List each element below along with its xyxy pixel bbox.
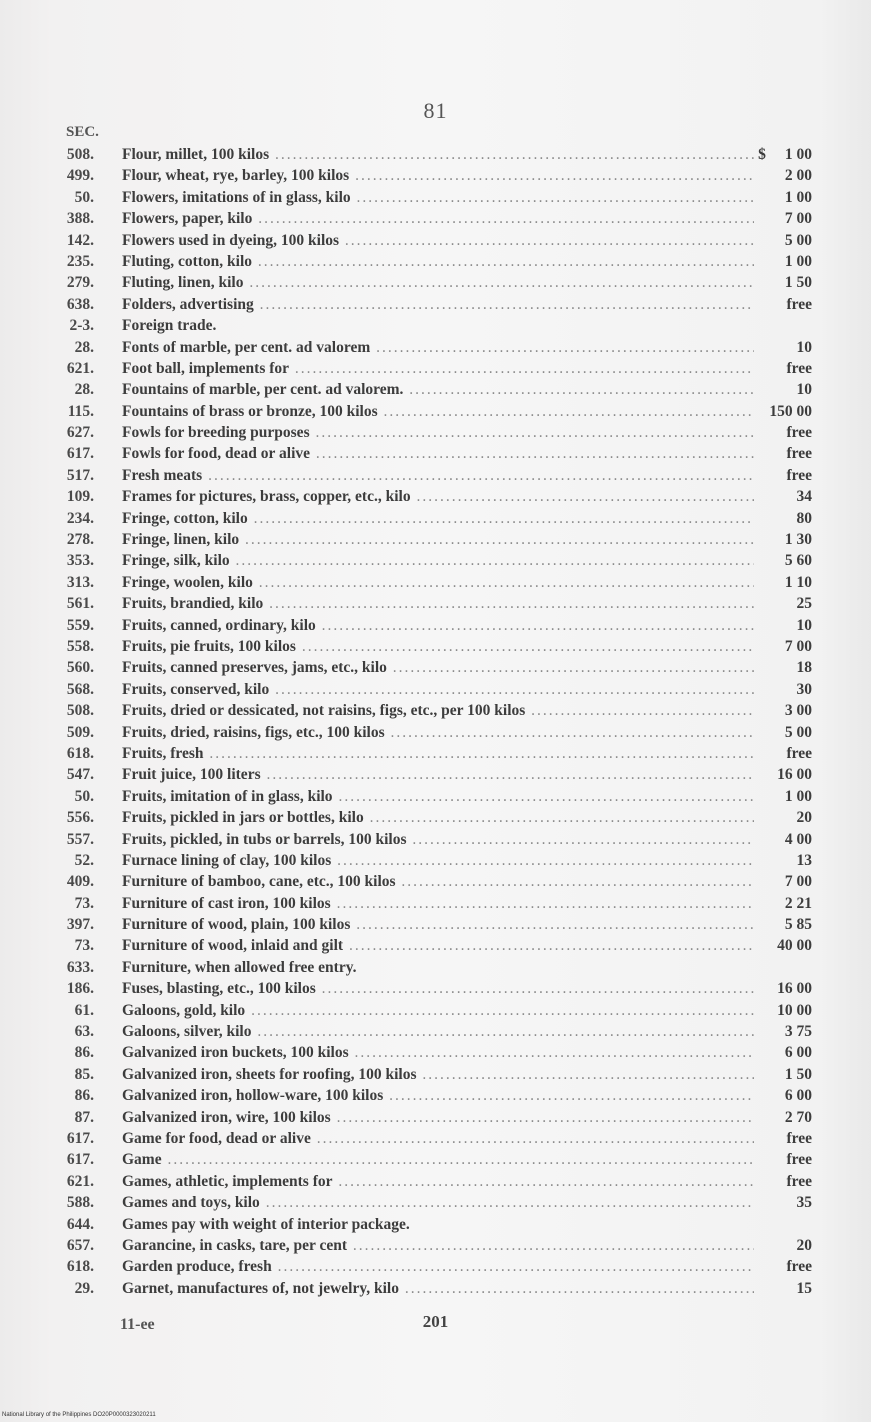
item-description: Fruits, canned preserves, jams, etc., kilo ..... xyxy=(122,657,754,678)
tariff-entry-row xyxy=(50,1000,820,1021)
section-number: 61. xyxy=(74,1001,94,1019)
duty-rate: 7 00 xyxy=(784,210,812,228)
section-number: 28. xyxy=(74,381,94,399)
section-number: 278. xyxy=(66,531,94,549)
duty-rate: free xyxy=(786,359,812,377)
tariff-entry-row xyxy=(50,957,820,978)
item-description: Fruit juice, 100 liters ..... xyxy=(122,764,754,785)
tariff-entry-row xyxy=(50,657,820,678)
duty-rate: 18 xyxy=(796,659,812,677)
section-number: 644. xyxy=(66,1215,94,1233)
duty-rate: 6 00 xyxy=(784,1087,812,1105)
tariff-entry-row xyxy=(50,978,820,999)
tariff-entry-row xyxy=(50,337,820,358)
duty-rate: free xyxy=(786,1151,812,1169)
tariff-entry-row xyxy=(50,850,820,871)
item-description: Fresh meats ..... xyxy=(122,465,754,486)
tariff-entry-row xyxy=(50,1149,820,1170)
tariff-entry-row xyxy=(50,529,820,550)
section-number: 588. xyxy=(66,1194,94,1212)
duty-rate: 1 10 xyxy=(784,573,812,591)
section-number: 568. xyxy=(66,680,94,698)
item-description: Galvanized iron, sheets for roofing, 100 kilos ..... xyxy=(122,1064,754,1085)
item-description: Fruits, pie fruits, 100 kilos ..... xyxy=(122,636,754,657)
tariff-entry-row xyxy=(50,379,820,400)
section-number: 28. xyxy=(74,338,94,356)
item-description: Flour, wheat, rye, barley, 100 kilos ..... xyxy=(122,165,754,186)
tariff-entry-row xyxy=(50,1171,820,1192)
tariff-entry-row xyxy=(50,829,820,850)
section-number: 547. xyxy=(66,766,94,784)
item-description: Fruits, imitation of in glass, kilo ..... xyxy=(122,786,754,807)
item-description: Flour, millet, 100 kilos ..... xyxy=(122,144,754,165)
item-description: Frames for pictures, brass, copper, etc., kilo ..... xyxy=(122,486,754,507)
tariff-entry-row xyxy=(50,1128,820,1149)
duty-rate: 5 85 xyxy=(784,916,812,934)
section-number: 397. xyxy=(66,916,94,934)
section-number: 109. xyxy=(66,488,94,506)
tariff-entry-row xyxy=(50,251,820,272)
tariff-entry-row xyxy=(50,230,820,251)
tariff-entry-row xyxy=(50,1214,820,1235)
duty-rate: 3 75 xyxy=(784,1023,812,1041)
section-number: 633. xyxy=(66,958,94,976)
tariff-entry-row xyxy=(50,914,820,935)
tariff-entry-row xyxy=(50,443,820,464)
tariff-entry-row xyxy=(50,187,820,208)
tariff-entry-row xyxy=(50,1021,820,1042)
section-number: 638. xyxy=(66,295,94,313)
item-description: Furnace lining of clay, 100 kilos ..... xyxy=(122,850,754,871)
item-description: Garancine, in casks, tare, per cent ..... xyxy=(122,1235,754,1256)
item-description: Fruits, pickled, in tubs or barrels, 100 kilos ..... xyxy=(122,829,754,850)
tariff-entry-row xyxy=(50,786,820,807)
tariff-entry-row xyxy=(50,1085,820,1106)
tariff-entry-row xyxy=(50,1278,820,1299)
tariff-entry-row xyxy=(50,465,820,486)
duty-rate: free xyxy=(786,445,812,463)
section-number: 86. xyxy=(74,1087,94,1105)
section-number: 87. xyxy=(74,1108,94,1126)
section-number: 73. xyxy=(74,894,94,912)
duty-rate: 35 xyxy=(796,1194,812,1212)
duty-rate: 1 00 xyxy=(784,188,812,206)
section-number: 73. xyxy=(74,937,94,955)
section-number: 657. xyxy=(66,1236,94,1254)
item-description: Garnet, manufactures of, not jewelry, kilo ..... xyxy=(122,1278,754,1299)
item-description: Game ..... xyxy=(122,1149,754,1170)
duty-rate: free xyxy=(786,1129,812,1147)
item-description: Galoons, silver, kilo ..... xyxy=(122,1021,754,1042)
tariff-entry-row xyxy=(50,486,820,507)
item-description: Garden produce, fresh ..... xyxy=(122,1256,754,1277)
section-number: 617. xyxy=(66,445,94,463)
item-description: Games, athletic, implements for ..... xyxy=(122,1171,754,1192)
duty-rate: 5 00 xyxy=(784,231,812,249)
tariff-entry-row xyxy=(50,871,820,892)
section-number: 559. xyxy=(66,616,94,634)
dollar-sign: $ xyxy=(758,146,766,163)
tariff-entry-row xyxy=(50,1107,820,1128)
tariff-entry-row xyxy=(50,315,820,336)
duty-rate: 1 00 xyxy=(784,252,812,270)
item-description: Galvanized iron buckets, 100 kilos ..... xyxy=(122,1042,754,1063)
item-description: Foreign trade. xyxy=(122,317,217,335)
item-description: Games pay with weight of interior package. xyxy=(122,1215,410,1233)
item-description: Fruits, dried, raisins, figs, etc., 100 kilos ..... xyxy=(122,722,754,743)
tariff-entry-row xyxy=(50,1256,820,1277)
item-description: Fringe, woolen, kilo ..... xyxy=(122,572,754,593)
section-number: 558. xyxy=(66,637,94,655)
tariff-entry-row xyxy=(50,1064,820,1085)
duty-rate: 34 xyxy=(796,488,812,506)
item-description: Fringe, cotton, kilo ..... xyxy=(122,508,754,529)
section-number: 29. xyxy=(74,1279,94,1297)
duty-rate: free xyxy=(786,1258,812,1276)
section-number: 561. xyxy=(66,595,94,613)
tariff-entry-row xyxy=(50,1235,820,1256)
duty-rate: 2 21 xyxy=(784,894,812,912)
tariff-entry-row xyxy=(50,807,820,828)
section-number: 186. xyxy=(66,980,94,998)
section-number: 499. xyxy=(66,167,94,185)
section-number: 617. xyxy=(66,1129,94,1147)
item-description: Foot ball, implements for ..... xyxy=(122,358,754,379)
tariff-entry-row xyxy=(50,722,820,743)
item-description: Furniture, when allowed free entry. xyxy=(122,958,357,976)
tariff-entry-row xyxy=(50,636,820,657)
tariff-entry-row xyxy=(50,572,820,593)
duty-rate: 5 00 xyxy=(784,723,812,741)
item-description: Fruits, pickled in jars or bottles, kilo ..... xyxy=(122,807,754,828)
duty-rate: free xyxy=(786,295,812,313)
section-number: 50. xyxy=(74,787,94,805)
item-description: Folders, advertising ..... xyxy=(122,294,754,315)
duty-rate: 10 xyxy=(796,381,812,399)
item-description: Fruits, fresh ..... xyxy=(122,743,754,764)
tariff-entry-row xyxy=(50,550,820,571)
tariff-entry-row xyxy=(50,743,820,764)
duty-rate: 4 00 xyxy=(784,830,812,848)
item-description: Furniture of wood, inlaid and gilt ..... xyxy=(122,935,754,956)
section-number: 63. xyxy=(74,1023,94,1041)
duty-rate: 1 00 xyxy=(784,787,812,805)
tariff-entry-row xyxy=(50,401,820,422)
section-number: 621. xyxy=(66,359,94,377)
section-number: 52. xyxy=(74,851,94,869)
section-number: 85. xyxy=(74,1065,94,1083)
section-number: 556. xyxy=(66,809,94,827)
item-description: Galvanized iron, wire, 100 kilos ..... xyxy=(122,1107,754,1128)
section-number: 142. xyxy=(66,231,94,249)
item-description: Fluting, cotton, kilo ..... xyxy=(122,251,754,272)
duty-rate: 1 00 xyxy=(784,146,812,163)
item-description: Fluting, linen, kilo ..... xyxy=(122,272,754,293)
tariff-entry-row xyxy=(50,615,820,636)
item-description: Fountains of marble, per cent. ad valorem. ..... xyxy=(122,379,754,400)
tariff-entry-row xyxy=(50,208,820,229)
duty-rate: 2 70 xyxy=(784,1108,812,1126)
section-number: 508. xyxy=(66,702,94,720)
duty-rate: 80 xyxy=(796,509,812,527)
duty-rate: 16 00 xyxy=(777,980,812,998)
duty-rate: 3 00 xyxy=(784,702,812,720)
tariff-entry-row xyxy=(50,593,820,614)
duty-rate: 16 00 xyxy=(777,766,812,784)
item-description: Fountains of brass or bronze, 100 kilos ..... xyxy=(122,401,754,422)
section-number: 618. xyxy=(66,1258,94,1276)
section-number: 517. xyxy=(66,466,94,484)
section-number: 86. xyxy=(74,1044,94,1062)
section-number: 508. xyxy=(66,146,94,163)
item-description: Flowers, imitations of in glass, kilo ..... xyxy=(122,187,754,208)
duty-rate: 7 00 xyxy=(784,873,812,891)
item-description: Fowls for breeding purposes ..... xyxy=(122,422,754,443)
item-description: Game for food, dead or alive ..... xyxy=(122,1128,754,1149)
item-description: Fruits, brandied, kilo ..... xyxy=(122,593,754,614)
duty-rate: 20 xyxy=(796,1236,812,1254)
item-description: Games and toys, kilo ..... xyxy=(122,1192,754,1213)
tariff-entry-row xyxy=(50,679,820,700)
item-description: Furniture of bamboo, cane, etc., 100 kilos ..... xyxy=(122,871,754,892)
duty-rate: 20 xyxy=(796,809,812,827)
section-number: 388. xyxy=(66,210,94,228)
item-description: Fringe, linen, kilo ..... xyxy=(122,529,754,550)
section-number: 618. xyxy=(66,744,94,762)
duty-rate: 10 xyxy=(796,616,812,634)
tariff-entry-row xyxy=(50,294,820,315)
duty-rate: 10 00 xyxy=(777,1001,812,1019)
item-description: Furniture of wood, plain, 100 kilos ..... xyxy=(122,914,754,935)
item-description: Fringe, silk, kilo ..... xyxy=(122,550,754,571)
section-number: 279. xyxy=(66,274,94,292)
section-number: 627. xyxy=(66,424,94,442)
item-description: Fruits, conserved, kilo ..... xyxy=(122,679,754,700)
duty-rate: 1 50 xyxy=(784,1065,812,1083)
duty-rate: 5 60 xyxy=(784,552,812,570)
folio-number: 81 xyxy=(423,98,448,123)
item-description: Flowers used in dyeing, 100 kilos ..... xyxy=(122,230,754,251)
section-number: 2-3. xyxy=(69,317,94,335)
section-number: 617. xyxy=(66,1151,94,1169)
section-number: 353. xyxy=(66,552,94,570)
section-number: 409. xyxy=(66,873,94,891)
duty-rate: 1 30 xyxy=(784,531,812,549)
duty-rate: 40 00 xyxy=(777,937,812,955)
tariff-entry-row xyxy=(50,144,820,165)
duty-rate: 2 00 xyxy=(784,167,812,185)
tariff-entry-row xyxy=(50,764,820,785)
item-description: Galoons, gold, kilo ..... xyxy=(122,1000,754,1021)
tariff-entry-row xyxy=(50,272,820,293)
tariff-entry-row xyxy=(50,358,820,379)
item-description: Fuses, blasting, etc., 100 kilos ..... xyxy=(122,978,754,999)
page-number: 201 xyxy=(422,1312,449,1331)
tariff-entry-row xyxy=(50,422,820,443)
item-description: Fruits, canned, ordinary, kilo ..... xyxy=(122,615,754,636)
scan-credit: National Library of the Philippines DO20P0000323020211 xyxy=(2,1412,156,1418)
duty-rate: free xyxy=(786,424,812,442)
tariff-entry-row xyxy=(50,935,820,956)
section-number: 50. xyxy=(74,188,94,206)
section-number: 509. xyxy=(66,723,94,741)
duty-rate: 150 00 xyxy=(769,402,812,420)
tariff-entry-list xyxy=(50,144,820,1299)
duty-rate: 1 50 xyxy=(784,274,812,292)
duty-rate: 30 xyxy=(796,680,812,698)
section-number: 115. xyxy=(67,402,94,420)
section-number: 235. xyxy=(66,252,94,270)
section-number: 313. xyxy=(66,573,94,591)
tariff-entry-row xyxy=(50,1042,820,1063)
tariff-entry-row xyxy=(50,1192,820,1213)
item-description: Fonts of marble, per cent. ad valorem ..... xyxy=(122,337,754,358)
duty-rate: 6 00 xyxy=(784,1044,812,1062)
section-number: 560. xyxy=(66,659,94,677)
section-number: 557. xyxy=(66,830,94,848)
section-number: 621. xyxy=(66,1172,94,1190)
signature-mark: 11-ee xyxy=(120,1316,155,1333)
duty-rate: 10 xyxy=(796,338,812,356)
tariff-entry-row xyxy=(50,508,820,529)
item-description: Flowers, paper, kilo ..... xyxy=(122,208,754,229)
duty-rate: free xyxy=(786,466,812,484)
item-description: Galvanized iron, hollow-ware, 100 kilos ..... xyxy=(122,1085,754,1106)
tariff-entry-row xyxy=(50,700,820,721)
duty-rate: 7 00 xyxy=(784,637,812,655)
duty-rate: free xyxy=(786,744,812,762)
tariff-entry-row xyxy=(50,165,820,186)
duty-rate: 13 xyxy=(796,851,812,869)
tariff-entry-row xyxy=(50,893,820,914)
item-description: Fruits, dried or dessicated, not raisins, figs, etc., per 100 kilos ..... xyxy=(122,700,754,721)
item-description: Fowls for food, dead or alive ..... xyxy=(122,443,754,464)
duty-rate: 15 xyxy=(796,1279,812,1297)
item-description: Furniture of cast iron, 100 kilos ..... xyxy=(122,893,754,914)
duty-rate: 25 xyxy=(796,595,812,613)
section-column-header: SEC. xyxy=(66,124,99,140)
section-number: 234. xyxy=(66,509,94,527)
duty-rate: free xyxy=(786,1172,812,1190)
